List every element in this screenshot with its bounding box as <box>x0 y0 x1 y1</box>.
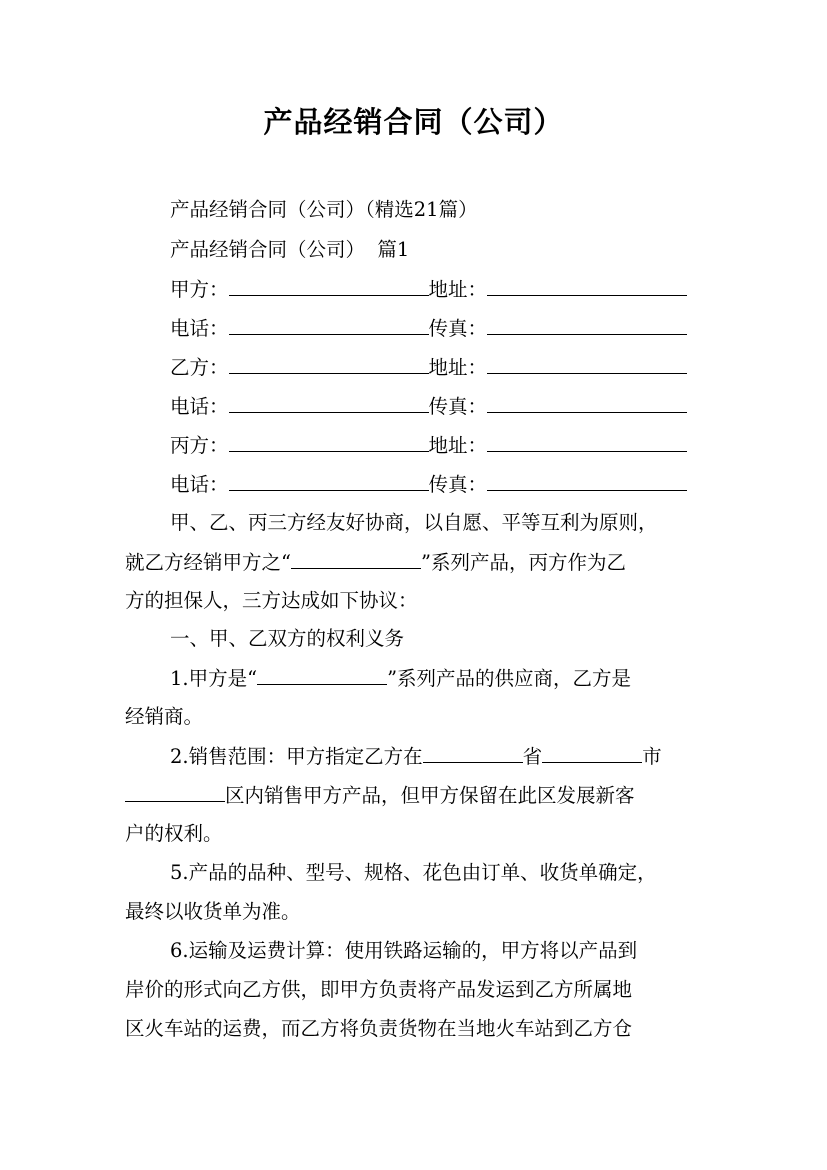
city-label: 市 <box>642 745 662 768</box>
party-c-address-blank <box>487 431 687 452</box>
clause-heading: 一、甲、乙双方的权利义务 <box>170 627 405 650</box>
intro-line-1: 甲、乙、丙三方经友好协商，以自愿、平等互利为原则， <box>170 511 658 534</box>
form-row-party-c-phone <box>170 470 687 499</box>
party-b-address-label: 地址： <box>428 356 488 379</box>
document-subtitle: 产品经销合同（公司）（精选21篇） <box>170 198 478 221</box>
province-label: 省 <box>522 745 543 768</box>
party-b-fax-blank <box>487 392 687 413</box>
party-a-phone-blank <box>229 314 429 335</box>
product-series-blank <box>291 548 421 569</box>
intro-line-3: 方的担保人，三方达成如下协议： <box>125 589 418 612</box>
item-5-line-2: 最终以收货单为准。 <box>125 900 301 923</box>
item-1-line-1 <box>170 664 631 693</box>
party-b-phone-label: 电话： <box>170 395 229 418</box>
item-2-line-2 <box>125 781 635 810</box>
party-a-fax-label: 传真： <box>428 317 488 340</box>
item-6-line-1: 6.运输及运费计算：使用铁路运输的，甲方将以产品到 <box>170 939 638 962</box>
item-1-line-2: 经销商。 <box>125 705 204 728</box>
intro-line-2-start: 就乙方经销甲方之“ <box>125 551 291 574</box>
party-a-label: 甲方： <box>170 278 229 301</box>
party-b-phone-blank <box>229 392 429 413</box>
form-row-party-b-phone <box>170 392 687 421</box>
form-row-party-b <box>170 353 687 382</box>
district-blank <box>125 781 225 802</box>
item-2-line-3: 户的权利。 <box>125 822 223 845</box>
form-row-party-c <box>170 431 687 460</box>
intro-line-2-end: ”系列产品，丙方作为乙 <box>420 551 626 574</box>
party-a-address-label: 地址： <box>428 278 488 301</box>
form-row-party-a-phone <box>170 314 687 343</box>
item-2-line-2-text: 区内销售甲方产品，但甲方保留在此区发展新客 <box>225 784 635 807</box>
party-c-fax-label: 传真： <box>428 473 488 496</box>
province-blank <box>423 742 523 763</box>
party-a-fax-blank <box>487 314 687 335</box>
item-5-line-1: 5.产品的品种、型号、规格、花色由订单、收货单确定， <box>170 861 657 884</box>
party-c-fax-blank <box>487 470 687 491</box>
form-row-party-a <box>170 275 687 304</box>
party-b-fax-label: 传真： <box>428 395 488 418</box>
item-6-line-3: 区火车站的运费，而乙方将负责货物在当地火车站到乙方仓 <box>125 1017 633 1040</box>
item-1-start: 1.甲方是“ <box>170 667 258 690</box>
party-c-label: 丙方： <box>170 434 229 457</box>
intro-line-2 <box>125 548 626 577</box>
item-1-end: ”系列产品的供应商，乙方是 <box>387 667 632 690</box>
party-b-label: 乙方： <box>170 356 229 379</box>
document-title: 产品经销合同（公司） <box>263 105 564 139</box>
section-heading: 产品经销合同（公司） 篇1 <box>170 238 410 261</box>
item-6-line-2: 岸价的形式向乙方供，即甲方负责将产品发运到乙方所属地 <box>125 978 633 1001</box>
item-2-start: 2.销售范围：甲方指定乙方在 <box>170 745 423 768</box>
city-blank <box>542 742 642 763</box>
party-c-phone-blank <box>229 470 429 491</box>
party-a-phone-label: 电话： <box>170 317 229 340</box>
party-c-phone-label: 电话： <box>170 473 229 496</box>
party-b-address-blank <box>487 353 687 374</box>
party-b-blank <box>229 353 429 374</box>
item-1-product-blank <box>257 664 387 685</box>
item-2-line-1 <box>170 742 662 771</box>
party-c-address-label: 地址： <box>428 434 488 457</box>
party-c-blank <box>229 431 429 452</box>
party-a-address-blank <box>487 275 687 296</box>
party-a-blank <box>229 275 429 296</box>
